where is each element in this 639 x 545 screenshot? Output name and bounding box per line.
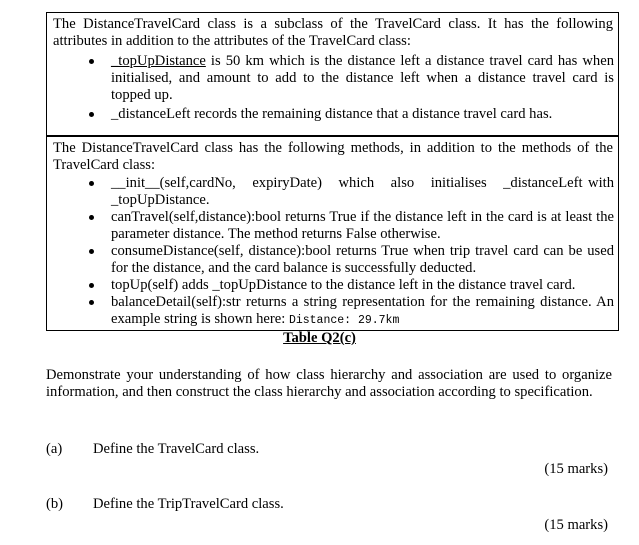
attribute-name: _topUpDistance	[111, 53, 206, 69]
method-description: topUp(self) adds _topUpDistance to the distance left in the distance travel card.	[111, 277, 576, 293]
list-item	[47, 106, 614, 123]
question-paragraph: Demonstrate your understanding of how class hierarchy and association are used to organize information, and then construct the class hierarchy and association according to specification.	[46, 367, 612, 400]
attribute-name: _distanceLeft	[111, 106, 191, 122]
example-string: Distance: 29.7km	[288, 314, 400, 327]
method-description: balanceDetail(self):str returns a string representation for the remaining distance. An example string is shown here:	[111, 294, 614, 327]
list-item	[47, 175, 618, 209]
bullet-icon	[89, 112, 94, 117]
list-item	[47, 243, 614, 277]
list-item	[47, 277, 614, 294]
method-description: __init__(self,cardNo, expiryDate) which also initialises _distanceLeft with _topUpDistance.	[111, 175, 618, 208]
method-description: consumeDistance(self, distance):bool returns True when trip travel card can be used for the distance, and the card balance is successfully deducted.	[111, 243, 614, 276]
list-item	[47, 53, 614, 104]
attributes-intro: The DistanceTravelCard class is a subclass of the TravelCard class. It has the following attributes in addition to the attributes of the TravelCard class:	[53, 16, 613, 49]
bullet-icon	[89, 300, 94, 305]
attribute-description: is 50 km which is the distance left a distance travel card has when initialised, and amount to add to the distance left when a distance travel card is topped up.	[111, 53, 614, 103]
method-description: canTravel(self,distance):bool returns True if the distance left in the card is at least the parameter distance. The method returns False otherwise.	[111, 209, 614, 242]
list-item	[47, 294, 614, 329]
question-text: Define the TravelCard class.	[93, 441, 260, 457]
methods-intro: The DistanceTravelCard class has the following methods, in addition to the methods of the TravelCard class:	[53, 140, 613, 173]
marks-label: (15 marks)	[544, 461, 608, 477]
question-text: Define the TripTravelCard class.	[93, 496, 284, 512]
bullet-icon	[89, 59, 94, 64]
attributes-list	[47, 53, 614, 123]
attribute-description: records the remaining distance that a distance travel card has.	[190, 106, 553, 122]
bullet-icon	[89, 249, 94, 254]
bullet-icon	[89, 181, 94, 186]
methods-table-cell	[46, 136, 619, 331]
question-number: (a)	[46, 441, 63, 457]
attributes-table-cell	[46, 12, 619, 136]
bullet-icon	[89, 283, 94, 288]
table-caption: Table Q2(c)	[283, 330, 356, 346]
question-number: (b)	[46, 496, 64, 512]
bullet-icon	[89, 215, 94, 220]
list-item	[47, 209, 614, 243]
methods-list	[47, 175, 618, 329]
marks-label: (15 marks)	[544, 517, 608, 533]
